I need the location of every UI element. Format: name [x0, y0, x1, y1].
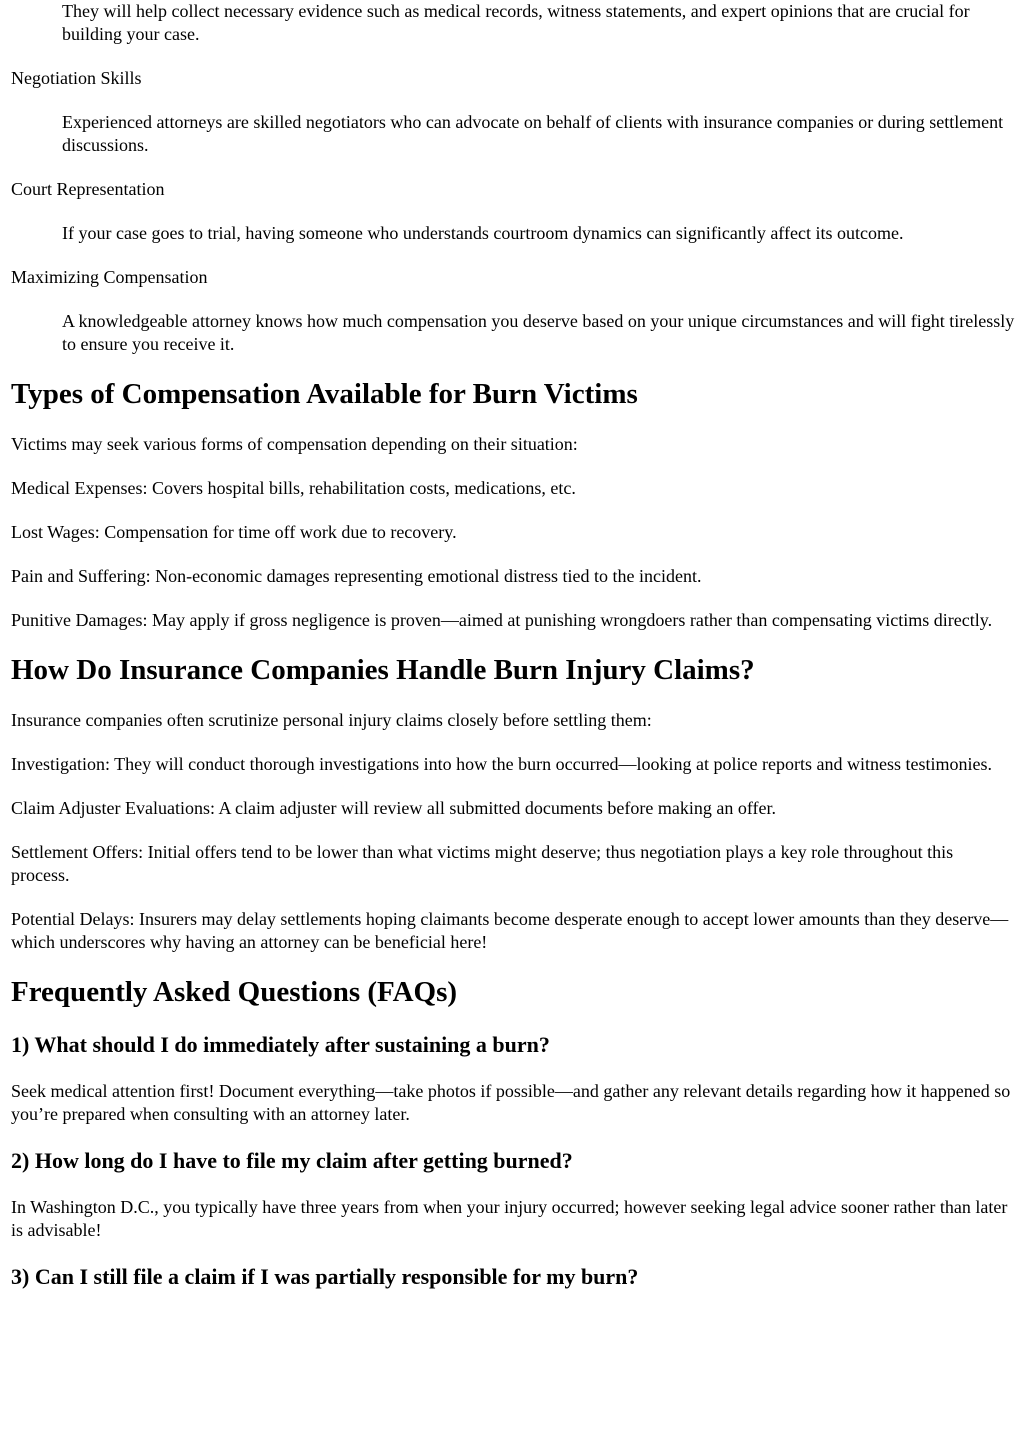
benefit-term: Court Representation — [11, 179, 165, 199]
compensation-intro: Victims may seek various forms of compensation depending on their situation: — [11, 434, 578, 454]
compensation-item: Medical Expenses: Covers hospital bills, rehabilitation costs, medications, etc. — [11, 478, 576, 498]
faq-question: 1) What should I do immediately after sustaining a burn? — [11, 1032, 550, 1057]
compensation-item: Punitive Damages: May apply if gross negligence is proven—aimed at punishing wrongdoers rather than compensating victims directly. — [11, 610, 993, 630]
compensation-item: Lost Wages: Compensation for time off work due to recovery. — [11, 522, 457, 542]
insurance-intro: Insurance companies often scrutinize personal injury claims closely before settling them: — [11, 710, 652, 730]
faq-heading: Frequently Asked Questions (FAQs) — [11, 976, 458, 1008]
faq-question: 2) How long do I have to file my claim after getting burned? — [11, 1148, 573, 1173]
insurance-item: Potential Delays: Insurers may delay settlements hoping claimants become desperate enough to accept lower amounts than they deserve—which underscores why having an attorney can be beneficial here! — [11, 909, 1009, 952]
insurance-item: Investigation: They will conduct thorough investigations into how the burn occurred—looking at police reports and witness testimonies. — [11, 754, 992, 774]
benefit-description: Experienced attorneys are skilled negotiators who can advocate on behalf of clients with insurance companies or during settlement discussions. — [62, 112, 1004, 155]
insurance-heading: How Do Insurance Companies Handle Burn Injury Claims? — [11, 654, 755, 686]
article-body — [11, 0, 1016, 1312]
benefit-description: They will help collect necessary evidence such as medical records, witness statements, and expert opinions that are crucial for building your case. — [62, 1, 970, 44]
benefit-description: If your case goes to trial, having someone who understands courtroom dynamics can significantly affect its outcome. — [62, 223, 904, 243]
benefit-term: Maximizing Compensation — [11, 267, 208, 287]
attorney-benefits-list — [11, 0, 1016, 356]
faq-answer: In Washington D.C., you typically have three years from when your injury occurred; however seeking legal advice sooner rather than later is advisable! — [11, 1197, 1008, 1240]
compensation-heading: Types of Compensation Available for Burn Victims — [11, 378, 638, 410]
compensation-item: Pain and Suffering: Non-economic damages representing emotional distress tied to the incident. — [11, 566, 702, 586]
faq-question: 3) Can I still file a claim if I was partially responsible for my burn? — [11, 1264, 639, 1289]
benefit-description: A knowledgeable attorney knows how much compensation you deserve based on your unique circumstances and will fight tirelessly to ensure you receive it. — [62, 311, 1015, 354]
faq-answer: Seek medical attention first! Document everything—take photos if possible—and gather any relevant details regarding how it happened so you’re prepared when consulting with an attorney later. — [11, 1081, 1011, 1124]
benefit-term: Negotiation Skills — [11, 68, 142, 88]
insurance-item: Claim Adjuster Evaluations: A claim adjuster will review all submitted documents before making an offer. — [11, 798, 776, 818]
insurance-item: Settlement Offers: Initial offers tend to be lower than what victims might deserve; thus negotiation plays a key role throughout this process. — [11, 842, 954, 885]
